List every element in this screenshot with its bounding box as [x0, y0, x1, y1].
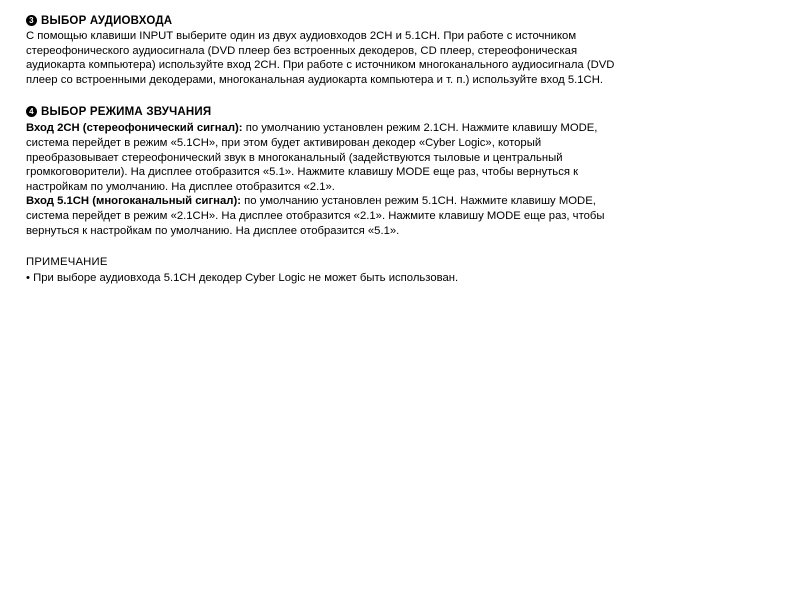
section-heading-sound-mode	[26, 105, 776, 119]
section-audio-input	[26, 14, 776, 87]
note-section	[26, 256, 776, 286]
sound-mode-text-51ch: по умолчанию установлен режим 5.1CH. Нажмите клавишу MODE, система перейдет в режим «2.1CH». На дисплее отобразится «2.1». Нажмите клавишу MODE еще раз, чтобы вернуться к настройкам по умолчанию. На дисплее отобразится «5.1».	[26, 195, 605, 237]
sound-mode-label-51ch: Вход 5.1CH (многоканальный сигнал):	[26, 195, 241, 208]
section-number-badge: 4	[26, 106, 37, 117]
note-item: • При выборе аудиовхода 5.1CH декодер Cyber Logic не может быть использован.	[26, 272, 459, 285]
section-heading-text: ВЫБОР АУДИОВХОДА	[41, 15, 173, 27]
note-heading: ПРИМЕЧАНИЕ	[26, 256, 108, 269]
section-paragraph: С помощью клавиши INPUT выберите один из двух аудиовходов 2CH и 5.1CH. При работе с источником стереофонического аудиосигнала (DVD плеер без встроенных декодеров, CD плеер, стереофоническая аудиокарта компьютера) используйте вход 2CH. При работе с источником многоканального аудиосигнала (DVD плеер со встроенными декодерами, многоканальная аудиокарта компьютера и т. п.) используйте вход 5.1CH.	[26, 30, 615, 86]
sound-mode-text-2ch: по умолчанию установлен режим 2.1CH. Нажмите клавишу MODE, система перейдет в режим «5.1CH», при этом будет активирован декодер «Cyber Logic», который преобразовывает стереофонический звук в многоканальный (задействуются тыловые и центральный громкоговорители). На дисплее отобразится «5.1». Нажмите клавишу MODE еще раз, чтобы вернуться к настройкам по умолчанию. На дисплее отобразится «2.1».	[26, 122, 598, 193]
sound-mode-block-2ch	[26, 121, 634, 194]
sound-mode-label-2ch: Вход 2CH (стереофонический сигнал):	[26, 122, 243, 135]
sound-mode-block-51ch	[26, 194, 634, 238]
section-sound-mode	[26, 105, 776, 238]
section-number-badge: 3	[26, 15, 37, 26]
section-heading-audio-input	[26, 14, 776, 28]
section-heading-text: ВЫБОР РЕЖИМА ЗВУЧАНИЯ	[41, 106, 212, 119]
